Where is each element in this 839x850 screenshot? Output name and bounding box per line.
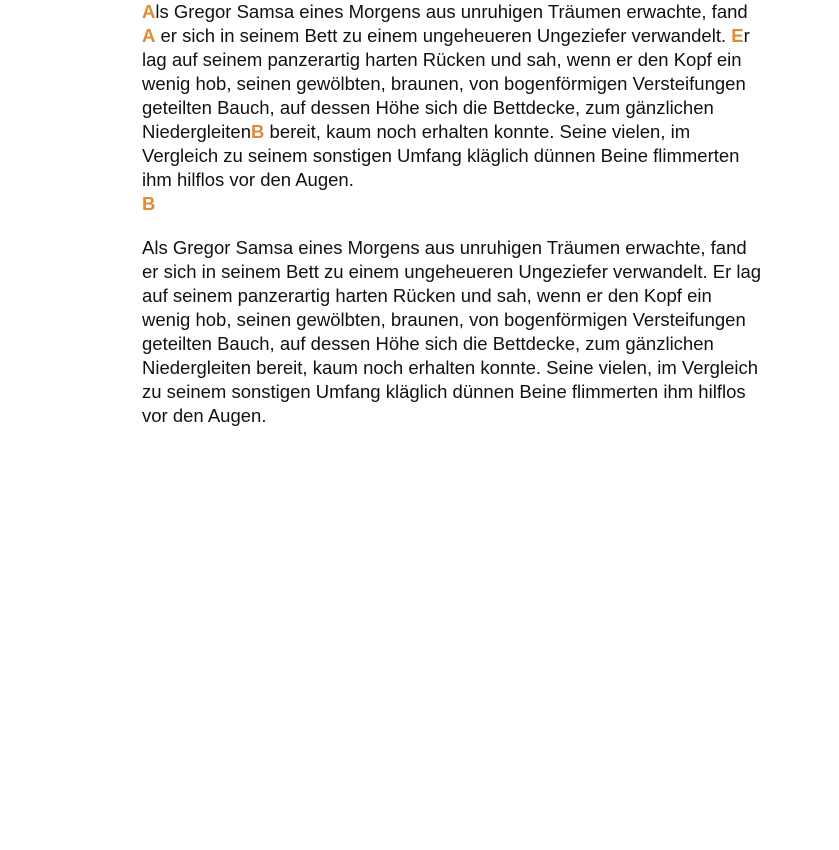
paragraph-text: bereit, kaum noch erhalten konnte. Seine vielen, im Vergleich zu seinem sonstigen Umfang kläglich dünnen Beine flimmerten ihm hilflos vor den Augen. <box>142 121 740 190</box>
text-column <box>142 0 762 448</box>
annotated-paragraph <box>142 0 762 216</box>
marker-e: E <box>731 25 744 46</box>
marker-b: B <box>251 121 265 142</box>
marker-a: A <box>142 1 156 22</box>
paragraph-text: er sich in seinem Bett zu einem ungeheueren Ungeziefer verwandelt. <box>155 25 732 46</box>
plain-paragraph: Als Gregor Samsa eines Morgens aus unruhigen Träumen erwachte, fand er sich in seinem Bett zu einem ungeheueren Ungeziefer verwandelt. Er lag auf seinem panzerartig harten Rücken und sah, wenn er den Kopf ein wenig hob, seinen gewölbten, braunen, von bogenförmigen Versteifungen geteilten Bauch, auf dessen Höhe sich die Bettdecke, zum gänzlichen Niedergleiten bereit, kaum noch erhalten konnte. Seine vielen, im Vergleich zu seinem sonstigen Umfang kläglich dünnen Beine flimmerten ihm hilflos vor den Augen. <box>142 237 762 426</box>
paragraph-text: ls Gregor Samsa eines Morgens aus unruhigen Träumen erwachte, fand <box>155 1 748 22</box>
paragraph-text: r lag auf seinem panzerartig harten Rücken und sah, wenn er den Kopf ein wenig hob, seinen gewölbten, braunen, von bogenförmigen Versteifungen geteilten Bauch, auf dessen Höhe sich die Bettdecke, zum gänzlichen Niedergleiten <box>142 25 750 142</box>
marker-a: A <box>142 25 156 46</box>
marker-b: B <box>142 193 156 214</box>
